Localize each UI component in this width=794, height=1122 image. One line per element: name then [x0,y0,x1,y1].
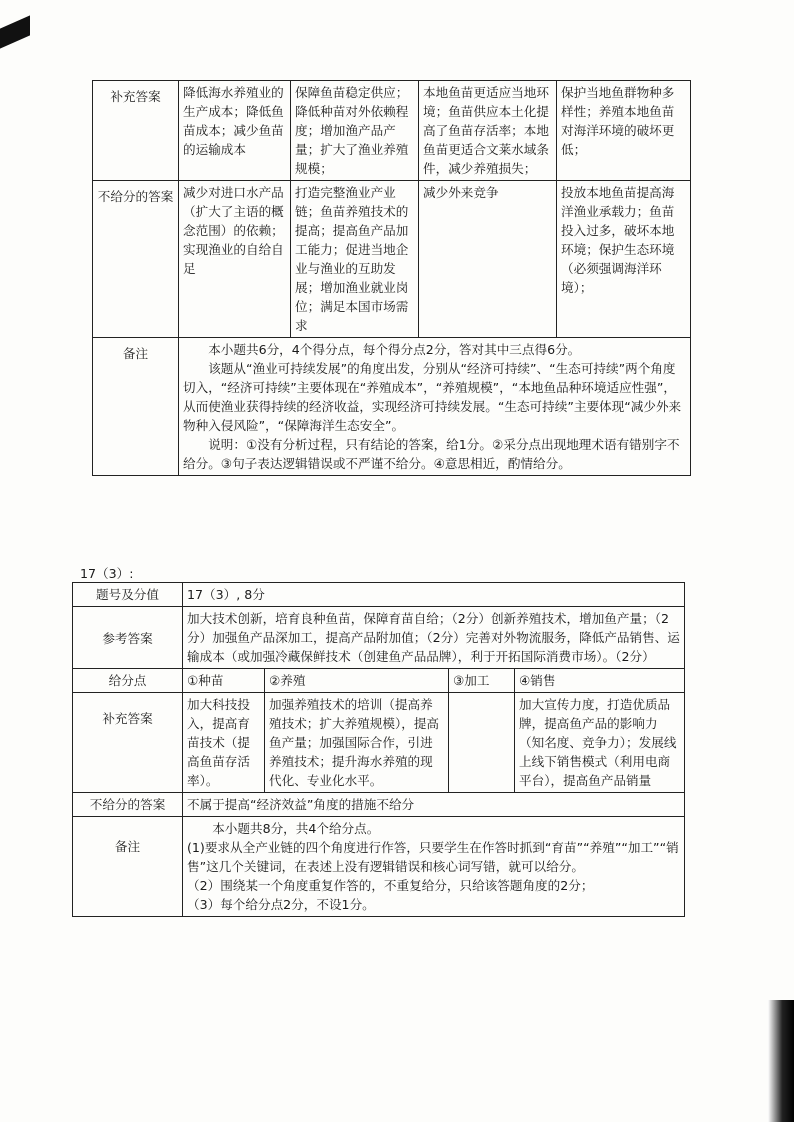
table-cell: 保护当地鱼群物种多样性；养殖本地鱼苗对海洋环境的破坏更低； [557,81,691,181]
section-title: 17（3）: [80,566,134,581]
row-label: 补充答案 [93,81,179,181]
score-value: 17（3）, 8分 [183,583,685,607]
point-header: ①种苗 [183,669,265,693]
remark-paragraph: 本小题共6分，4个得分点，每个得分点2分，答对其中三点得6分。 [208,342,581,357]
q16-supp-row [93,81,691,181]
table-cell: 投放本地鱼苗提高海洋渔业承载力；鱼苗投入过多，破坏本地环境；保护生态环境（必须强调海洋环境）； [557,181,691,338]
table-cell: 减少外来竞争 [419,181,557,338]
table-cell [449,693,515,793]
table-cell: 降低海水养殖业的生产成本；降低鱼苗成本；减少鱼苗的运输成本 [179,81,291,181]
row-label: 不给分的答案 [73,793,183,817]
q17-remark-row [73,817,685,917]
row-label: 补充答案 [73,693,183,793]
reference-row [73,607,685,669]
remark-paragraph: 本小题共8分，共4个给分点。 [212,821,380,836]
row-label: 题号及分值 [73,583,183,607]
row-label: 参考答案 [73,607,183,669]
page-edge-shadow [768,1000,794,1122]
remark-paragraph: （2）围绕某一个角度重复作答的，不重复给分，只给该答题角度的2分； [187,878,594,893]
q17-nogive-row [73,793,685,817]
q16-remark-row [93,338,691,476]
score-row [73,583,685,607]
table-cell: 加大宣传力度，打造优质品牌，提高鱼产品的影响力（知名度、竞争力）；发展线上线下销售模式（利用电商平台），提高鱼产品销量 [515,693,685,793]
point-header: ③加工 [449,669,515,693]
remark-cell [183,817,685,917]
q16-nogive-row [93,181,691,338]
remark-paragraph: 说明：①没有分析过程，只有结论的答案，给1分。②采分点出现地理术语有错别字不给分。③句子表达逻辑错误或不严谨不给分。④意思相近，酌情给分。 [183,437,680,471]
row-label: 备注 [93,338,179,476]
remark-paragraph: （3）每个给分点2分，不设1分。 [187,897,375,912]
point-header: ④销售 [515,669,685,693]
table-cell: 本地鱼苗更适应当地环境；鱼苗供应本土化提高了鱼苗存活率；本地鱼苗更适合文莱水域条件，减少养殖损失； [419,81,557,181]
points-row [73,669,685,693]
remark-paragraph: (1)要求从全产业链的四个角度进行作答，只要学生在作答时抓到“育苗”“养殖”“加工”“销售”这几个关键词，在表述上没有逻辑错误和核心词写错，就可以给分。 [187,840,679,874]
reference-answer: 加大技术创新，培育良种鱼苗，保障育苗自给；（2分）创新养殖技术，增加鱼产量；（2分）加强鱼产品深加工，提高产品附加值；（2分）完善对外物流服务，降低产品销售、运输成本（或加强冷藏保鲜技术（创建鱼产品品牌），利于开拓国际消费市场）。（2分） [183,607,685,669]
table-cell: 保障鱼苗稳定供应；降低种苗对外依赖程度；增加渔产品产量；扩大了渔业养殖规模； [291,81,419,181]
table-cell: 减少对进口水产品（扩大了主语的概念范围）的依赖；实现渔业的自给自足 [179,181,291,338]
q17-supp-row [73,693,685,793]
table-cell: 加大科技投入，提高育苗技术（提高鱼苗存活率）。 [183,693,265,793]
q16-scoring-table [92,80,691,476]
nogive-text: 不属于提高“经济效益”角度的措施不给分 [183,793,685,817]
remark-cell [179,338,691,476]
point-header: ②养殖 [265,669,449,693]
row-label: 备注 [73,817,183,917]
table-cell: 打造完整渔业产业链；鱼苗养殖技术的提高；提高鱼产品加工能力；促进当地企业与渔业的互助发展；增加渔业就业岗位；满足本国市场需求 [291,181,419,338]
table-cell: 加强养殖技术的培训（提高养殖技术；扩大养殖规模），提高鱼产量；加强国际合作，引进养殖技术；提升海水养殖的现代化、专业化水平。 [265,693,449,793]
q17-scoring-table [72,582,685,917]
row-label: 不给分的答案 [93,181,179,338]
remark-paragraph: 该题从“渔业可持续发展”的角度出发，分别从“经济可持续”、“生态可持续”两个角度切入，“经济可持续”主要体现在“养殖成本”，“养殖规模”，“本地鱼品种环境适应性强”，从而使渔业获得持续的经济收益，实现经济可持续发展。“生态可持续”主要体现“减少外来物种入侵风险”，“保障海洋生态安全”。 [183,361,682,433]
row-label: 给分点 [73,669,183,693]
